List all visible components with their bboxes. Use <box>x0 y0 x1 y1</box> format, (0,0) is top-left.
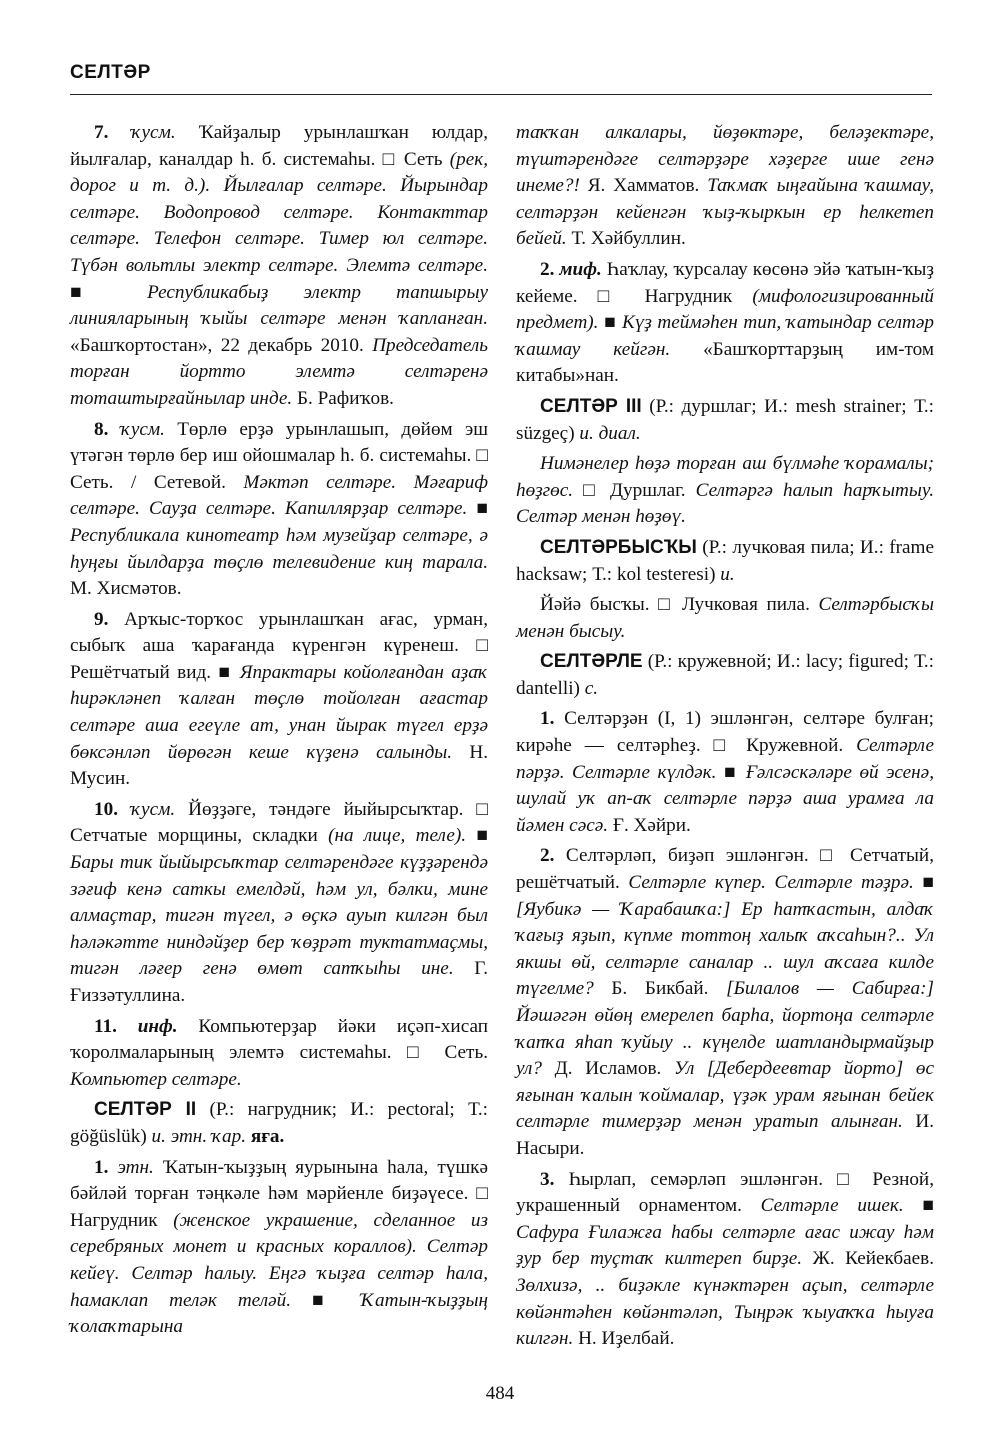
source: И. Насыри. <box>516 1111 935 1159</box>
definition-block <box>516 451 934 531</box>
quotation: Таҡмаҡ ыңғайына ҡашмау, селтәрҙән кейенгән ҡыҙ-ҡыркын ер һелкетеп бейей. <box>516 175 934 250</box>
quotation: таҡҡан алкалары, йөҙөктәре, беләҙектәре, түштәрендәге селтәрҙәре хәҙерге ише генә инеме?! <box>516 122 934 197</box>
gloss: □ Лучковая пила. <box>649 594 819 616</box>
translations: (Р.: нагрудник; И.: pectoral; Т.: göğüslük) <box>70 1099 489 1147</box>
headword: СЕЛТӘР III <box>540 395 642 417</box>
translations: (Р.: дуршлаг; И.: mesh strainer; Т.: süzgeç) <box>516 395 934 444</box>
translations: (Р.: кружевной; И.: lacy; figured; Т.: dantelli) <box>516 651 934 699</box>
sense-number: 11. <box>94 1015 138 1037</box>
definition: Ҡатын-ҡыҙҙың яурынына һала, түшкә бәйләй торған тәңкәле һәм мәрйенле биҙәүесе. □ Нагрудник <box>70 1156 488 1231</box>
source: Г. Ғиззәтуллина. <box>70 958 488 1006</box>
definition: Һаҡлау, ҡурсалау көсөнә эйә ҡатын-ҡыҙ кейеме. □ Нагрудник <box>516 258 934 307</box>
source: «Башҡорттарҙың им-том китабы»нан. <box>516 338 934 387</box>
source: «Башҡортостан», 22 декабрь 2010. <box>70 334 373 356</box>
quotation-continued <box>516 120 934 253</box>
running-head: СЕЛТӘР <box>70 62 151 83</box>
left-column <box>70 120 488 1345</box>
gloss-note: (мифологизированный предмет). <box>516 285 934 334</box>
example-marker: ■ <box>913 872 934 894</box>
definition-block <box>516 592 934 645</box>
quotation: Ғәлсәскәләре өй эсенә, шулай уҡ ап-аҡ селтәрле пәрҙә аша урамға ла йәмен сәсә. <box>516 761 934 836</box>
sense-number: 8. <box>94 418 121 440</box>
grammar-label: и. диал. <box>579 422 641 444</box>
quotation: Ҡатын-ҡыҙҙың ҡолаҡтарына <box>70 1289 488 1338</box>
grammar-label: с. <box>584 677 599 699</box>
definition: Ҡайҙалыр урынлашҡан юлдар, йылғалар, каналдар һ. б. системаһы. □ Сеть <box>70 122 488 170</box>
definition: Селтәрләп, биҙәп эшләнгән. □ Сетчатый, решётчатый. <box>516 845 935 894</box>
examples: Селтәрбысҡы менән бысыу. <box>516 594 935 642</box>
gloss-note: (рек, дорог и т. д.). <box>70 148 488 197</box>
definition: Һырлап, семәрләп эшләнгән. □ Резной, украшенный орнаментом. <box>516 1168 934 1217</box>
headword: СЕЛТӘРЛЕ <box>540 651 643 673</box>
cross-reference: яға. <box>250 1125 285 1147</box>
sense-1 <box>516 706 934 839</box>
headword-entry-selter-ii <box>70 1097 488 1150</box>
usage-label: ҡусм. <box>120 418 165 440</box>
source: Ғ. Хәйри. <box>608 814 691 836</box>
definition: Төрлө ерҙә урынлашып, дөйөм эш үтәгән төрлө бер иш ойошмалар һ. б. системаһы. □ Сеть. / Сетевой. <box>70 418 488 493</box>
headword: СЕЛТӘРБЫСҠЫ <box>540 536 697 558</box>
example-marker: ■ <box>903 1195 935 1217</box>
sense-9 <box>70 607 488 793</box>
definition: Нимәнелер һөҙә торған аш бүлмәһе ҡорамалы; һөҙгөс. <box>516 453 934 501</box>
quotation: Председатель торған йорттo элемтә селтәренә тоташтырғайнылар инде. <box>70 334 488 409</box>
definition: Йәйә бысҡы. <box>540 594 650 616</box>
sense-number: 7. <box>94 122 132 143</box>
example-marker: ■ <box>467 498 488 520</box>
usage-label: инф. <box>137 1015 178 1037</box>
sense-11 <box>70 1014 488 1094</box>
definition: Арҡыс-торҡос урынлашҡан ағас, урман, сыбыҡ аша ҡарағанда күренгән күренеш. □ Решётчатый вид. ■ <box>70 608 488 683</box>
example-marker: ■ <box>716 761 746 783</box>
source: Ж. Кейекбаев. <box>802 1248 935 1270</box>
gloss-note: (на лице, теле). <box>328 825 467 847</box>
source: М. Хисмәтов. <box>70 578 182 600</box>
definition: Компьютерҙар йәки иҫәп-хисап ҡоролмаларының элемтә системаһы. □ Сеть. <box>70 1015 488 1064</box>
gloss-note: (женское украшение, сделанное из серебряных монет и красных кораллов). <box>70 1209 488 1258</box>
example-marker: ■ <box>598 312 623 334</box>
gloss: □ Дуршлаг. <box>573 479 696 501</box>
source: Н. Иҙелбай. <box>573 1328 675 1350</box>
sense-3 <box>516 1167 934 1353</box>
grammar-label: и. <box>720 563 735 585</box>
examples: Селтәр кейеү. Селтәр һалыу. Еңгә ҡыҙға селтәр һала, һамаклап теләк теләй. <box>70 1236 488 1311</box>
sense-number: 1. <box>94 1156 118 1178</box>
usage-label: ҡусм. <box>130 798 176 820</box>
translations: (Р.: лучковая пила; И.: frame hacksaw; Т.: kol testeresi) <box>516 536 934 585</box>
examples: Селтәрле күпер. Селтәрле тәҙрә. <box>628 872 914 894</box>
sense-number: 9. <box>94 608 125 630</box>
quotation: Зөлхизә, .. биҙәкле күнәктәрен аҫып, селтәрле көйәнтәһен көйәнтәләп, Тыңрәк ҡыуаҡҡа һыуға килгән. <box>516 1274 934 1350</box>
quotation: [Яубикә — Ҡарабашҡа:] Ер һатҡастын, алдаҡ ҡағыҙ яҙып, күпме тоттоң халыҡ аҡсаһын?.. Ул якшы өй, селтәрле саналар .. шул аҡсаға килде түгелме? <box>516 898 934 1000</box>
headword: СЕЛТӘР II <box>94 1099 197 1121</box>
source: Н. Мусин. <box>70 741 488 790</box>
example-marker: ■ <box>70 281 148 303</box>
sense-number: 2. <box>540 845 566 867</box>
quotation: Бары тик йыйырсыҡтар селтәрендәге күҙҙәрендә зәғиф кенә саткы емелдәй, һәм ул, бәлки, мине алмаҫтар, тигән түгел, ә өҫкә ауып килгән был һәләкәтте ниндәйҙер бер ҡөҙрәт туктатмаҫмы, тигән ләғер генә өмөт сатҡыһы ине. <box>70 852 488 980</box>
sense-number: 2. <box>540 258 560 280</box>
quotation: Күҙ теймәһен тип, ҡатындар селтәр ҡашмау кейгән. <box>516 312 934 360</box>
sense-1 <box>70 1155 488 1341</box>
headword-entry-selterbysky <box>516 535 934 588</box>
examples: Мәктәп селтәре. Мәғариф селтәре. Сауҙа селтәре. Капиллярҙар селтәре. <box>70 471 488 520</box>
source: Б. Бикбай. <box>593 978 727 1000</box>
examples: Йылғалар селтәре. Йырындар селтәре. Водопровод селтәре. Контакттар селтәре. Телефон селтәре. Тимер юл селтәре. Түбән вольтлы электр селтәре. Элемтә селтәре. <box>70 175 488 276</box>
quotation: Япрактары койолғандан аҙаҡ һирәкләнеп ҡалған төҫлө тойолған ағастар селтәре аша егеүле ат, унан йырак түгел ерҙә бөксәнләп йөрөгән кеше күҙенә салынды. <box>70 661 488 763</box>
grammar-label: и. этн. ҡар. <box>151 1125 247 1147</box>
sense-10 <box>70 797 488 1010</box>
quotation: Республикабыҙ электр тапшырыу линияларының ҡыйы селтәре менән ҡапланған. <box>70 281 488 330</box>
sense-7 <box>70 120 488 413</box>
usage-label: этн. <box>117 1156 154 1178</box>
example-marker: ■ <box>466 825 489 847</box>
example-marker: ■ <box>291 1289 361 1311</box>
sense-number: 10. <box>94 798 131 820</box>
definition: Селтәрҙән (I, 1) эшләнгән, селтәре булған; кирәһе — селтәрһеҙ. □ Кружевной. <box>516 708 935 757</box>
headword-entry-selterle <box>516 649 934 702</box>
sense-2 <box>516 843 934 1162</box>
examples: Компьютер селтәре. <box>70 1068 242 1090</box>
headword-entry-selter-iii <box>516 394 934 447</box>
examples: Селтәрле ишек. <box>760 1195 904 1217</box>
source: Д. Исламов. <box>541 1058 674 1080</box>
right-column <box>516 120 934 1357</box>
quotation: Ул [Дебердеевтар йорто] өс яғынан ҡалын ҡоймалар, үҙәк урам яғынан бейек селтәрле тимерҙәр менән уратып алынған. <box>516 1058 934 1133</box>
quotation: [Билалов — Сабирға:] Йәшәгән өйөң емерелеп барһа, йортоңа селтәрле ҡапҡа яһап ҡуйыу .. күңелде шатландырмайҙыр ул? <box>516 978 934 1080</box>
quotation: Республикала кинотеатр һәм музейҙар селтәре, ә һуңғы йылдарҙа төҫлө телевидение киң тарала. <box>70 524 488 573</box>
source: Т. Хәйбуллин. <box>566 228 686 250</box>
examples: Селтәргә һалып һарҡытыу. Селтәр менән һөҙөү. <box>516 479 934 528</box>
page-number: 484 <box>485 1383 515 1404</box>
source: Я. Хамматов. <box>579 175 708 197</box>
header-rule <box>70 94 932 95</box>
usage-label: миф. <box>559 258 602 280</box>
sense-number: 3. <box>540 1168 569 1190</box>
quotation: Сафура Ғилажға һабы селтәрле ағас ижау һәм ҙур бер туҫтаҡ килтереп бирҙе. <box>516 1221 934 1270</box>
usage-label: ҡусм. <box>131 122 176 143</box>
sense-2 <box>516 257 934 390</box>
definition: Йөҙҙәге, тәндәге йыйырсыҡтар. □ Сетчатые морщины, складки <box>70 798 489 847</box>
source: Б. Рафиҡов. <box>292 387 394 409</box>
sense-number: 1. <box>540 708 565 730</box>
examples: Селтәрле пәрҙә. Селтәрле күлдәк. <box>516 735 934 783</box>
sense-8 <box>70 417 488 603</box>
